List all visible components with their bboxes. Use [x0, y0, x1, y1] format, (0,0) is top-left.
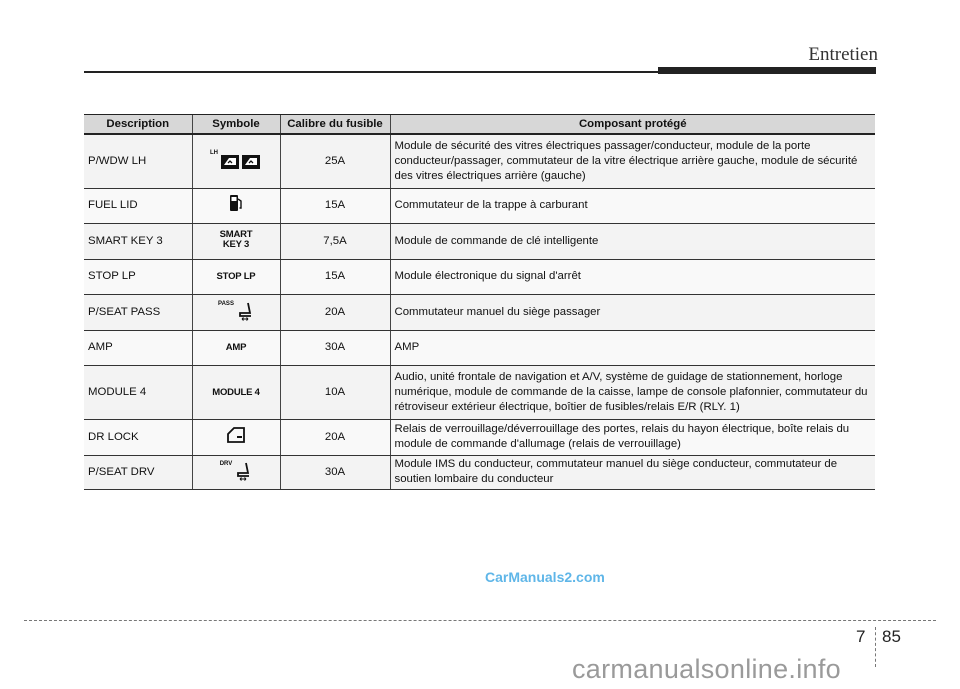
row-rating: 25A: [280, 134, 390, 188]
row-component: Commutateur de la trappe à carburant: [390, 188, 875, 223]
row-description: STOP LP: [84, 259, 192, 294]
row-rating: 20A: [280, 294, 390, 330]
header-rule-thin: [84, 71, 660, 73]
row-component: Module de sécurité des vitres électriques passager/conducteur, module de la porte conducteur/passager, commutateur de la vitre électrique arrière gauche, module de sécurité des vitres électriques arrière (gauche): [390, 134, 875, 188]
seat-icon: [234, 462, 252, 482]
lh-window-icon: [220, 153, 262, 171]
row-component: Relais de verrouillage/déverrouillage des portes, relais du hayon électrique, boîte relais du module de commande d'allumage (relais de verrouillage): [390, 419, 875, 455]
table-header-row: [84, 115, 875, 135]
row-description: SMART KEY 3: [84, 223, 192, 259]
table-row: [84, 223, 875, 259]
row-symbol: [192, 259, 280, 294]
row-component: Module IMS du conducteur, commutateur manuel du siège conducteur, commutateur de soutien lombaire du conducteur: [390, 455, 875, 489]
table-row: [84, 294, 875, 330]
footer-dashed-rule: [24, 620, 936, 621]
row-description: P/SEAT DRV: [84, 455, 192, 489]
door-lock-icon: [226, 426, 246, 444]
row-rating: 7,5A: [280, 223, 390, 259]
column-header-description: Description: [84, 115, 192, 135]
row-symbol: [192, 294, 280, 330]
symbol-label: DRV: [219, 460, 233, 467]
row-symbol: [192, 455, 280, 489]
watermark-link[interactable]: CarManuals2.com: [485, 569, 605, 585]
row-symbol: [192, 134, 280, 188]
page-header-title: Entretien: [808, 44, 878, 65]
column-header-rating: Calibre du fusible: [280, 115, 390, 135]
table-row: [84, 259, 875, 294]
column-header-symbol: Symbole: [192, 115, 280, 135]
row-symbol: [192, 419, 280, 455]
table-row: [84, 365, 875, 419]
symbol-label: AMP: [225, 342, 247, 353]
fuel-pump-icon: [229, 194, 243, 212]
table-row: [84, 419, 875, 455]
row-description: FUEL LID: [84, 188, 192, 223]
row-description: DR LOCK: [84, 419, 192, 455]
row-component: Commutateur manuel du siège passager: [390, 294, 875, 330]
row-component: Module électronique du signal d'arrêt: [390, 259, 875, 294]
row-rating: 10A: [280, 365, 390, 419]
table-row: [84, 330, 875, 365]
row-rating: 15A: [280, 259, 390, 294]
row-rating: 15A: [280, 188, 390, 223]
table-row: [84, 134, 875, 188]
row-description: P/WDW LH: [84, 134, 192, 188]
page-number: 85: [882, 627, 901, 646]
symbol-label: STOP LP: [216, 271, 256, 282]
symbol-label: MODULE 4: [212, 386, 260, 398]
row-description: AMP: [84, 330, 192, 365]
row-symbol: [192, 223, 280, 259]
row-rating: 30A: [280, 455, 390, 489]
row-description: P/SEAT PASS: [84, 294, 192, 330]
column-header-component: Composant protégé: [390, 115, 875, 135]
site-footer-link[interactable]: carmanualsonline.info: [572, 654, 841, 684]
row-symbol: [192, 365, 280, 419]
row-rating: 20A: [280, 419, 390, 455]
seat-icon: [236, 302, 254, 322]
symbol-label: LH: [210, 150, 218, 156]
row-component: Module de commande de clé intelligente: [390, 223, 875, 259]
symbol-label: PASS: [218, 300, 234, 307]
row-symbol: [192, 188, 280, 223]
table-row: [84, 455, 875, 489]
row-rating: 30A: [280, 330, 390, 365]
page-number-divider: [875, 627, 876, 667]
chapter-number: 7: [856, 627, 866, 646]
table-row: [84, 188, 875, 223]
header-rule-thick: [658, 67, 876, 74]
row-component: AMP: [390, 330, 875, 365]
row-symbol: [192, 330, 280, 365]
symbol-label: SMART KEY 3: [219, 229, 253, 250]
row-component: Audio, unité frontale de navigation et A/V, système de guidage de stationnement, horloge numérique, module de commande de la caisse, lampe de console plafonnier, commutateur du rétroviseur extérieur électrique, boîtier de fusibles/relais E/R (RLY. 1): [390, 365, 875, 419]
row-description: MODULE 4: [84, 365, 192, 419]
fuse-table: [84, 114, 875, 490]
